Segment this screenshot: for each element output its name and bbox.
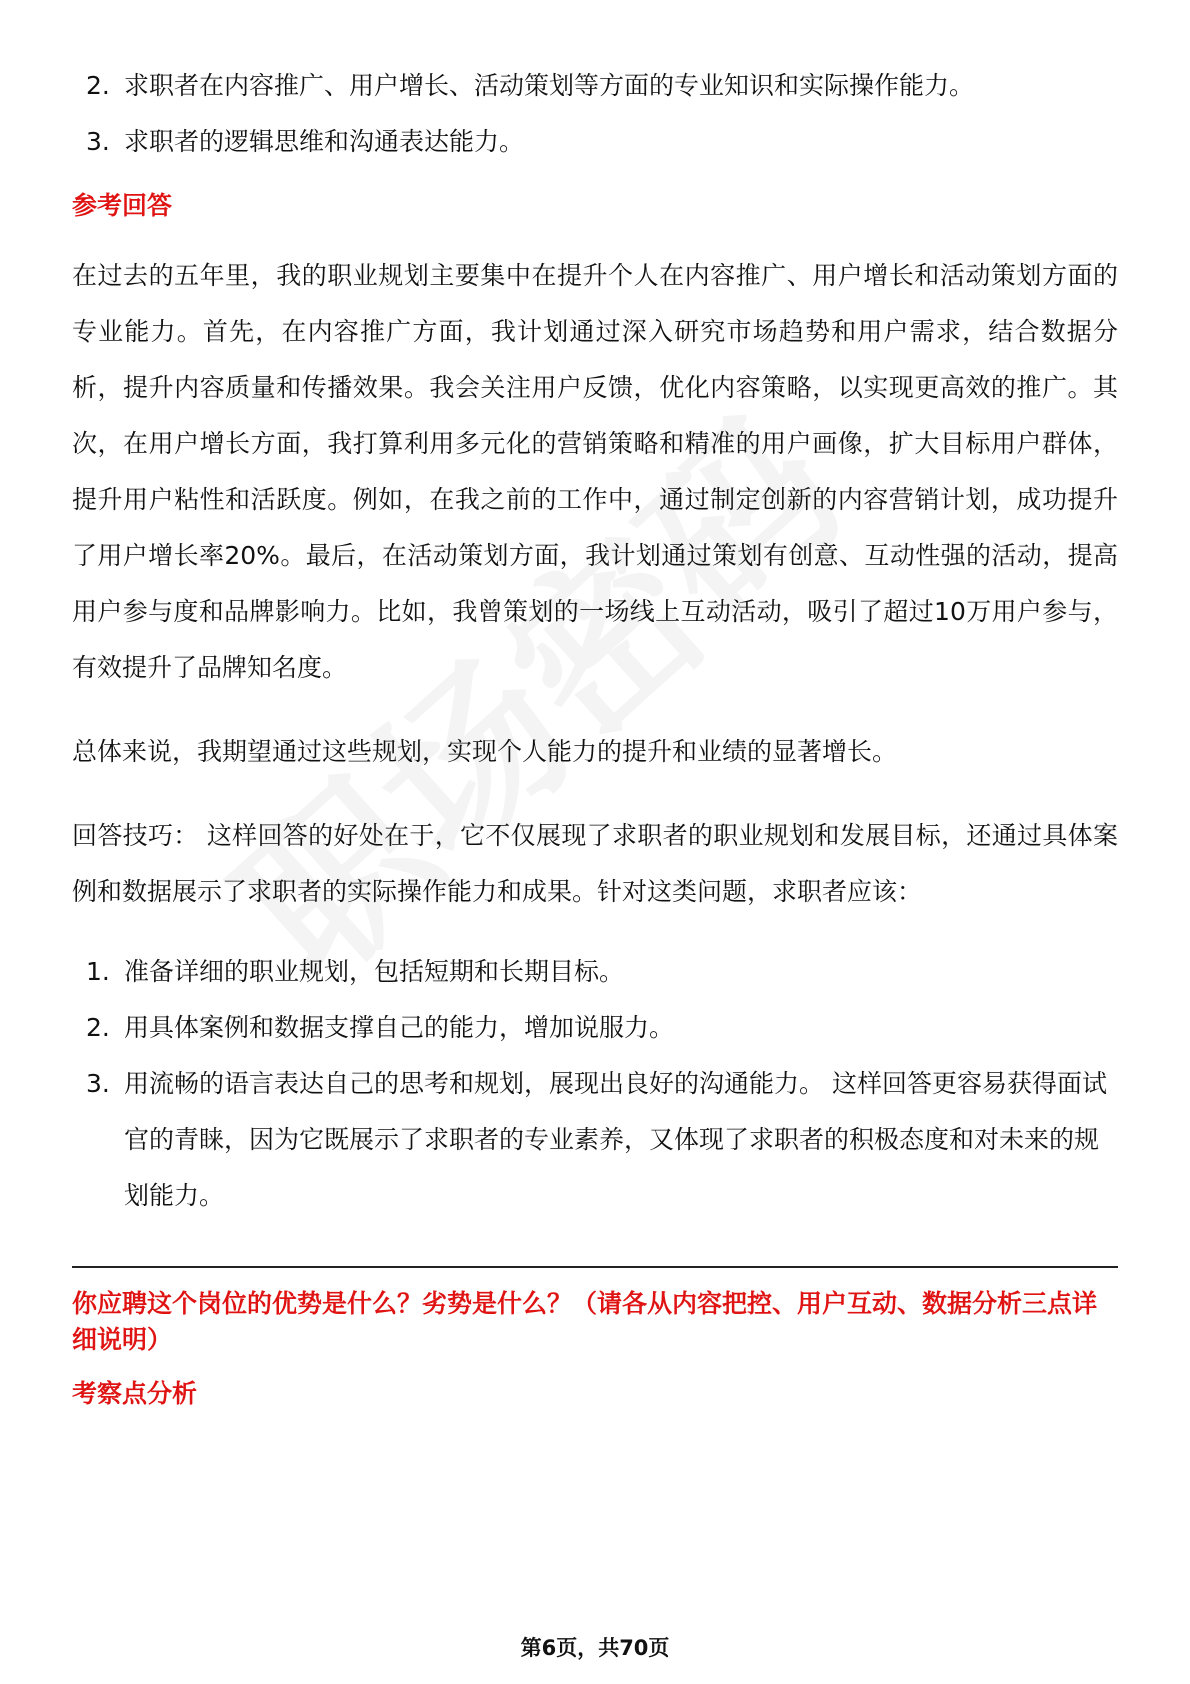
list-item-text: 求职者在内容推广、用户增长、活动策划等方面的专业知识和实际操作能力。 (124, 71, 975, 100)
reference-answer-heading: 参考回答 (72, 191, 173, 220)
page-footer: 第6页，共70页 (520, 1636, 670, 1660)
list-item-number: 3. (86, 127, 110, 156)
reference-answer-paragraph: 在过去的五年里，我的职业规划主要集中在提升个人在内容推广、用户增长和活动策划方面的专业能力。首先，在内容推广方面，我计划通过深入研究市场趋势和用户需求，结合数据分析，提升内容质量和传播效果。我会关注用户反馈，优化内容策略，以实现更高效的推广。其次，在用户增长方面，我打算利用多元化的营销策略和精准的用户画像，扩大目标用户群体，提升用户粘性和活跃度。例如，在我之前的工作中，通过制定创新的内容营销计划，成功提升了用户增长率20%。最后，在活动策划方面，我计划通过策划有创意、互动性强的活动，提高用户参与度和品牌影响力。比如，我曾策划的一场线上互动活动，吸引了超过10万用户参与，有效提升了品牌知名度。 (72, 261, 1118, 682)
list-item-text: 准备详细的职业规划，包括短期和长期目标。 (124, 957, 625, 986)
list-item-number: 3. (86, 1069, 110, 1098)
next-question-heading: 你应聘这个岗位的优势是什么？劣势是什么？（请各从内容把控、用户互动、数据分析三点详细说明） (72, 1289, 1098, 1354)
list-item (72, 944, 1118, 1000)
list-item-text: 用具体案例和数据支撑自己的能力，增加说服力。 (124, 1013, 675, 1042)
list-item (72, 58, 1118, 114)
section-divider (72, 1266, 1118, 1268)
list-item-text: 求职者的逻辑思维和沟通表达能力。 (124, 127, 525, 156)
answer-tips-paragraph: 回答技巧： 这样回答的好处在于，它不仅展现了求职者的职业规划和发展目标，还通过具体案例和数据展示了求职者的实际操作能力和成果。针对这类问题，求职者应该： (72, 821, 1118, 906)
top-list (72, 58, 1118, 170)
summary-paragraph: 总体来说，我期望通过这些规划，实现个人能力的提升和业绩的显著增长。 (72, 737, 898, 766)
tips-list (72, 944, 1118, 1224)
document-page (72, 72, 1118, 1414)
analysis-heading: 考察点分析 (72, 1379, 198, 1408)
list-item-number: 2. (86, 1013, 110, 1042)
list-item-number: 1. (86, 957, 110, 986)
list-item (72, 1000, 1118, 1056)
list-item-number: 2. (86, 71, 110, 100)
list-item-text: 用流畅的语言表达自己的思考和规划，展现出良好的沟通能力。 这样回答更容易获得面试官的青睐，因为它既展示了求职者的专业素养，又体现了求职者的积极态度和对未来的规划能力。 (124, 1069, 1107, 1210)
list-item (72, 114, 1118, 170)
list-item (72, 1056, 1118, 1224)
